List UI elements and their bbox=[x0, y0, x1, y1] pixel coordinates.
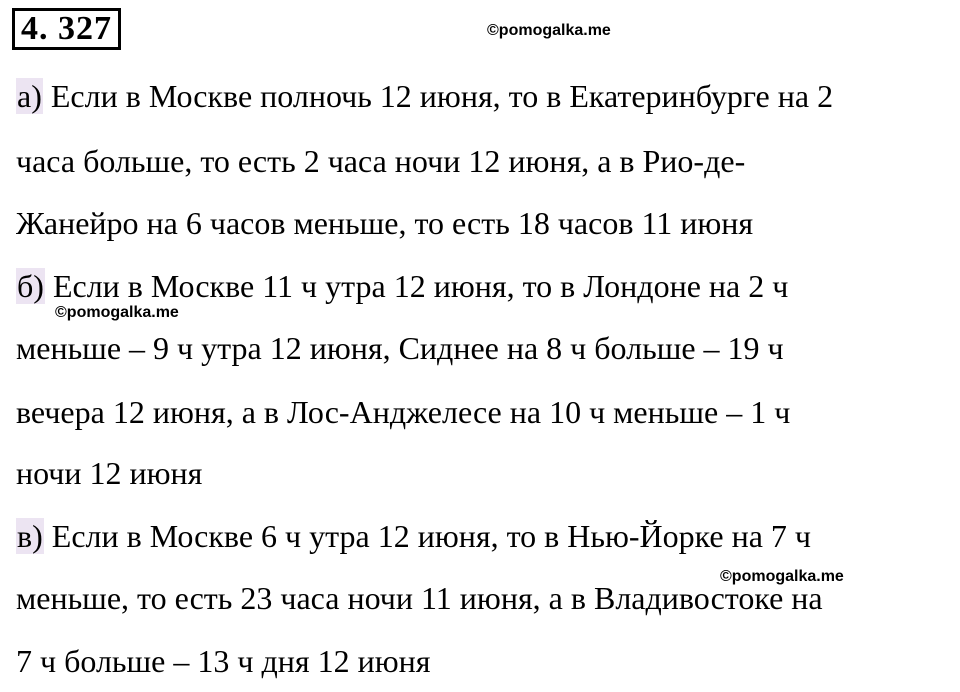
part-c-line-3: 7 ч больше – 13 ч дня 12 июня bbox=[16, 643, 431, 679]
part-b-line-3: вечера 12 июня, а в Лос-Анджелесе на 10 ч меньше – 1 ч bbox=[16, 394, 791, 430]
part-c-line-2: меньше, то есть 23 часа ночи 11 июня, а в Владивостоке на bbox=[16, 580, 823, 616]
problem-number: 4. 327 bbox=[12, 8, 121, 50]
part-b-marker: б) bbox=[17, 268, 44, 304]
part-b-line-1 bbox=[16, 266, 788, 306]
part-c-marker: в) bbox=[17, 518, 43, 554]
part-b-line-2: меньше – 9 ч утра 12 июня, Сиднее на 8 ч больше – 19 ч bbox=[16, 330, 784, 366]
part-a-marker: а) bbox=[17, 78, 42, 114]
watermark: ©pomogalka.me bbox=[720, 568, 844, 585]
part-a-line-1 bbox=[16, 76, 833, 116]
watermark: ©pomogalka.me bbox=[487, 22, 611, 39]
part-a-line-3: Жанейро на 6 часов меньше, то есть 18 часов 11 июня bbox=[16, 205, 754, 241]
part-b-line-4: ночи 12 июня bbox=[16, 455, 203, 491]
part-b-text: Если в Москве 11 ч утра 12 июня, то в Лондоне на 2 ч bbox=[44, 268, 789, 304]
part-c-line-1 bbox=[16, 516, 811, 556]
part-a-text: Если в Москве полночь 12 июня, то в Екатеринбурге на 2 bbox=[42, 78, 834, 114]
part-c-text: Если в Москве 6 ч утра 12 июня, то в Нью-Йорке на 7 ч bbox=[43, 518, 812, 554]
watermark: ©pomogalka.me bbox=[55, 304, 179, 321]
part-a-line-2: часа больше, то есть 2 часа ночи 12 июня, а в Рио-де- bbox=[16, 143, 746, 179]
